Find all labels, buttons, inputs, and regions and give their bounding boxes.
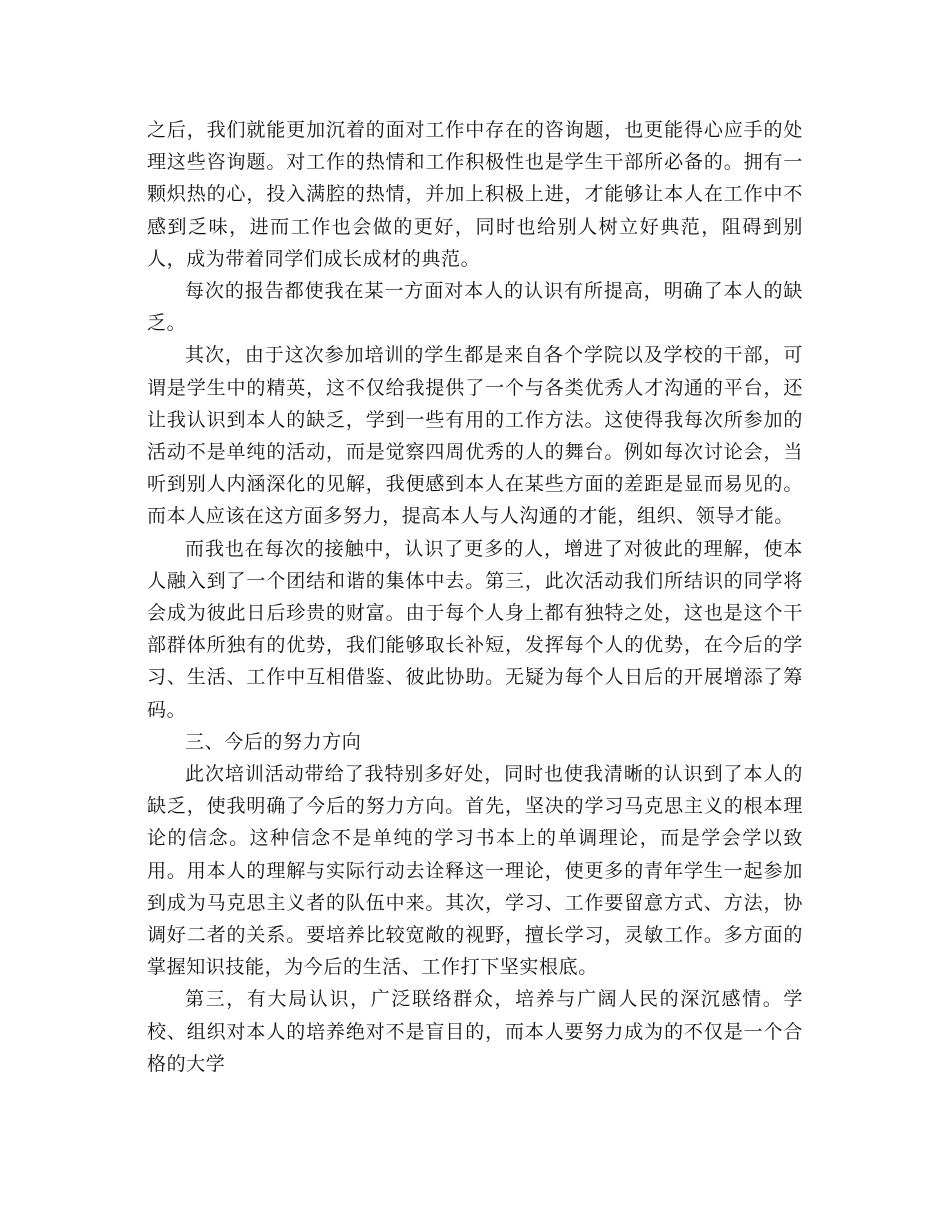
- document-body: [147, 114, 803, 1080]
- paragraph-future-third: 第三，有大局认识，广泛联络群众，培养与广阔人民的深沉感情。学校、组织对本人的培养绝对不是盲目的，而本人要努力成为的不仅是一个合格的大学: [147, 988, 803, 1075]
- paragraph-report-summary: 每次的报告都使我在某一方面对本人的认识有所提高，明确了本人的缺乏。: [147, 280, 803, 335]
- paragraph-third-point: 而我也在每次的接触中，认识了更多的人，增进了对彼此的理解，使本人融入到了一个团结和谐的集体中去。第三，此次活动我们所结识的同学将会成为彼此日后珍贵的财富。由于每个人身上都有独特之处，这也是这个干部群体所独有的优势，我们能够取长补短，发挥每个人的优势，在今后的学习、生活、工作中互相借鉴、彼此协助。无疑为每个人日后的开展增添了筹码。: [147, 537, 803, 721]
- paragraph-future-first: 此次培训活动带给了我特别多好处，同时也使我清晰的认识到了本人的缺乏，使我明确了今后的努力方向。首先，坚决的学习马克思主义的根本理论的信念。这种信念不是单纯的学习书本上的单调理论，而是学会学以致用。用本人的理解与实际行动去诠释这一理论，使更多的青年学生一起参加到成为马克思主义者的队伍中来。其次，学习、工作要留意方式、方法，协调好二者的关系。要培养比较宽敞的视野，擅长学习，灵敏工作。多方面的掌握知识技能，为今后的生活、工作打下坚实根底。: [147, 763, 803, 979]
- paragraph-continuation: 之后，我们就能更加沉着的面对工作中存在的咨询题，也更能得心应手的处理这些咨询题。对工作的热情和工作积极性也是学生干部所必备的。拥有一颗炽热的心，投入满腔的热情，并加上积极上进，才能够让本人在工作中不感到乏味，进而工作也会做的更好，同时也给别人树立好典范，阻碍到别人，成为带着同学们成长成材的典范。: [147, 119, 803, 270]
- paragraph-second-point: 其次，由于这次参加培训的学生都是来自各个学院以及学校的干部，可谓是学生中的精英，这不仅给我提供了一个与各类优秀人才沟通的平台，还让我认识到本人的缺乏，学到一些有用的工作方法。这使得我每次所参加的活动不是单纯的活动，而是觉察四周优秀的人的舞台。例如每次讨论会，当听到别人内涵深化的见解，我便感到本人在某些方面的差距是显而易见的。而本人应该在这方面多努力，提高本人与人沟通的才能，组织、领导才能。: [147, 344, 803, 528]
- section-heading-future-direction: 三、今后的努力方向: [185, 730, 362, 753]
